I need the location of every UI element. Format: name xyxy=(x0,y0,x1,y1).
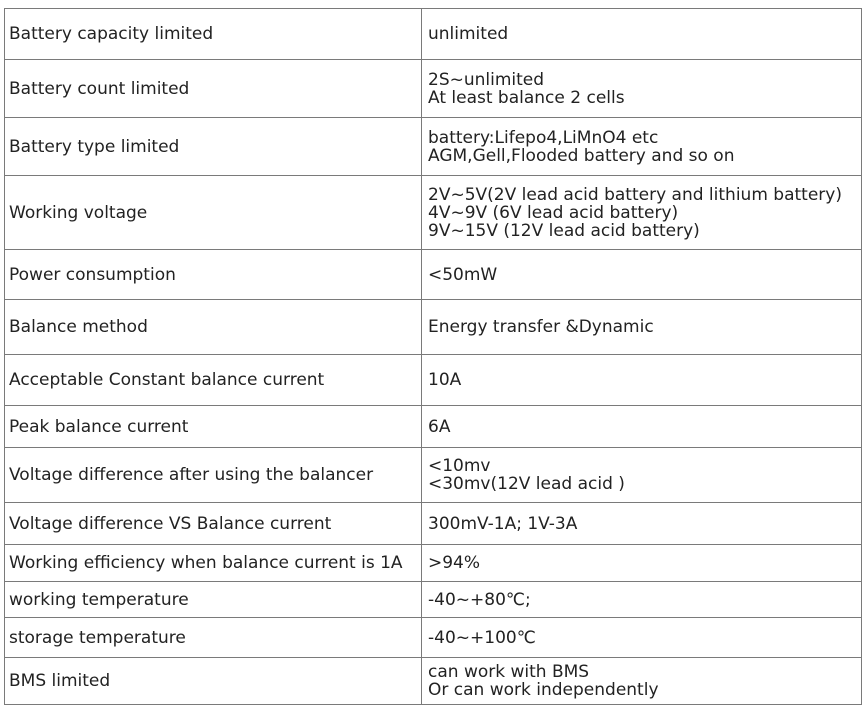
spec-value-working-efficiency xyxy=(422,545,862,582)
spec-value-line: unlimited xyxy=(428,24,509,44)
spec-value-storage-temperature xyxy=(422,618,862,658)
spec-value-line: At least balance 2 cells xyxy=(428,87,625,108)
spec-value-line: >94% xyxy=(428,553,481,573)
spec-label-battery-count: Battery count limited xyxy=(5,60,422,118)
spec-value-constant-balance-current xyxy=(422,355,862,406)
spec-label-power-consumption: Power consumption xyxy=(5,250,422,300)
spec-label-bms-limited: BMS limited xyxy=(5,658,422,705)
spec-label-balance-method: Balance method xyxy=(5,300,422,355)
table-row xyxy=(5,176,862,250)
table-row xyxy=(5,300,862,355)
spec-label-battery-type: Battery type limited xyxy=(5,118,422,176)
table-row xyxy=(5,406,862,448)
spec-value-voltage-difference-after xyxy=(422,448,862,503)
spec-value-battery-count xyxy=(422,60,862,118)
spec-value-balance-method xyxy=(422,300,862,355)
spec-value-line: -40~+80℃; xyxy=(428,589,531,610)
spec-value-line: 10A xyxy=(428,370,462,390)
spec-value-line: 2S~unlimited xyxy=(428,69,545,90)
spec-value-working-voltage xyxy=(422,176,862,250)
table-row xyxy=(5,355,862,406)
spec-value-voltage-difference-vs-current xyxy=(422,503,862,545)
spec-table xyxy=(4,8,862,705)
spec-value-working-temperature xyxy=(422,582,862,618)
spec-value-power-consumption xyxy=(422,250,862,300)
table-row xyxy=(5,250,862,300)
spec-value-line: 9V~15V (12V lead acid battery) xyxy=(428,220,700,241)
spec-value-line: <50mW xyxy=(428,264,498,285)
spec-value-line: 6A xyxy=(428,416,451,437)
table-row xyxy=(5,118,862,176)
spec-label-working-efficiency: Working efficiency when balance current is 1A xyxy=(5,545,422,582)
spec-value-peak-balance-current xyxy=(422,406,862,448)
table-row xyxy=(5,448,862,503)
table-row xyxy=(5,9,862,60)
table-row xyxy=(5,658,862,705)
spec-value-line: Or can work independently xyxy=(428,680,659,700)
spec-label-storage-temperature: storage temperature xyxy=(5,618,422,658)
table-row xyxy=(5,582,862,618)
spec-value-line: -40~+100℃ xyxy=(428,627,536,648)
spec-value-battery-type xyxy=(422,118,862,176)
spec-label-voltage-difference-after: Voltage difference after using the balancer xyxy=(5,448,422,503)
spec-value-line: 4V~9V (6V lead acid battery) xyxy=(428,202,679,223)
table-row xyxy=(5,503,862,545)
spec-value-line: <10mv xyxy=(428,456,491,476)
spec-value-line: battery:Lifepo4,LiMnO4 etc xyxy=(428,127,659,148)
spec-label-working-voltage: Working voltage xyxy=(5,176,422,250)
table-row xyxy=(5,618,862,658)
table-row xyxy=(5,545,862,582)
spec-label-peak-balance-current: Peak balance current xyxy=(5,406,422,448)
spec-value-line: 300mV-1A; 1V-3A xyxy=(428,513,578,534)
spec-label-working-temperature: working temperature xyxy=(5,582,422,618)
spec-value-line: can work with BMS xyxy=(428,662,590,682)
spec-value-line: 2V~5V(2V lead acid battery and lithium battery) xyxy=(428,184,842,205)
spec-value-line: Energy transfer &Dynamic xyxy=(428,317,654,337)
spec-label-battery-capacity: Battery capacity limited xyxy=(5,9,422,60)
spec-label-constant-balance-current: Acceptable Constant balance current xyxy=(5,355,422,406)
spec-label-voltage-difference-vs-current: Voltage difference VS Balance current xyxy=(5,503,422,545)
table-row xyxy=(5,60,862,118)
spec-value-line: <30mv(12V lead acid ) xyxy=(428,474,625,494)
spec-value-battery-capacity xyxy=(422,9,862,60)
spec-value-line: AGM,Gell,Flooded battery and so on xyxy=(428,145,735,166)
spec-value-bms-limited xyxy=(422,658,862,705)
